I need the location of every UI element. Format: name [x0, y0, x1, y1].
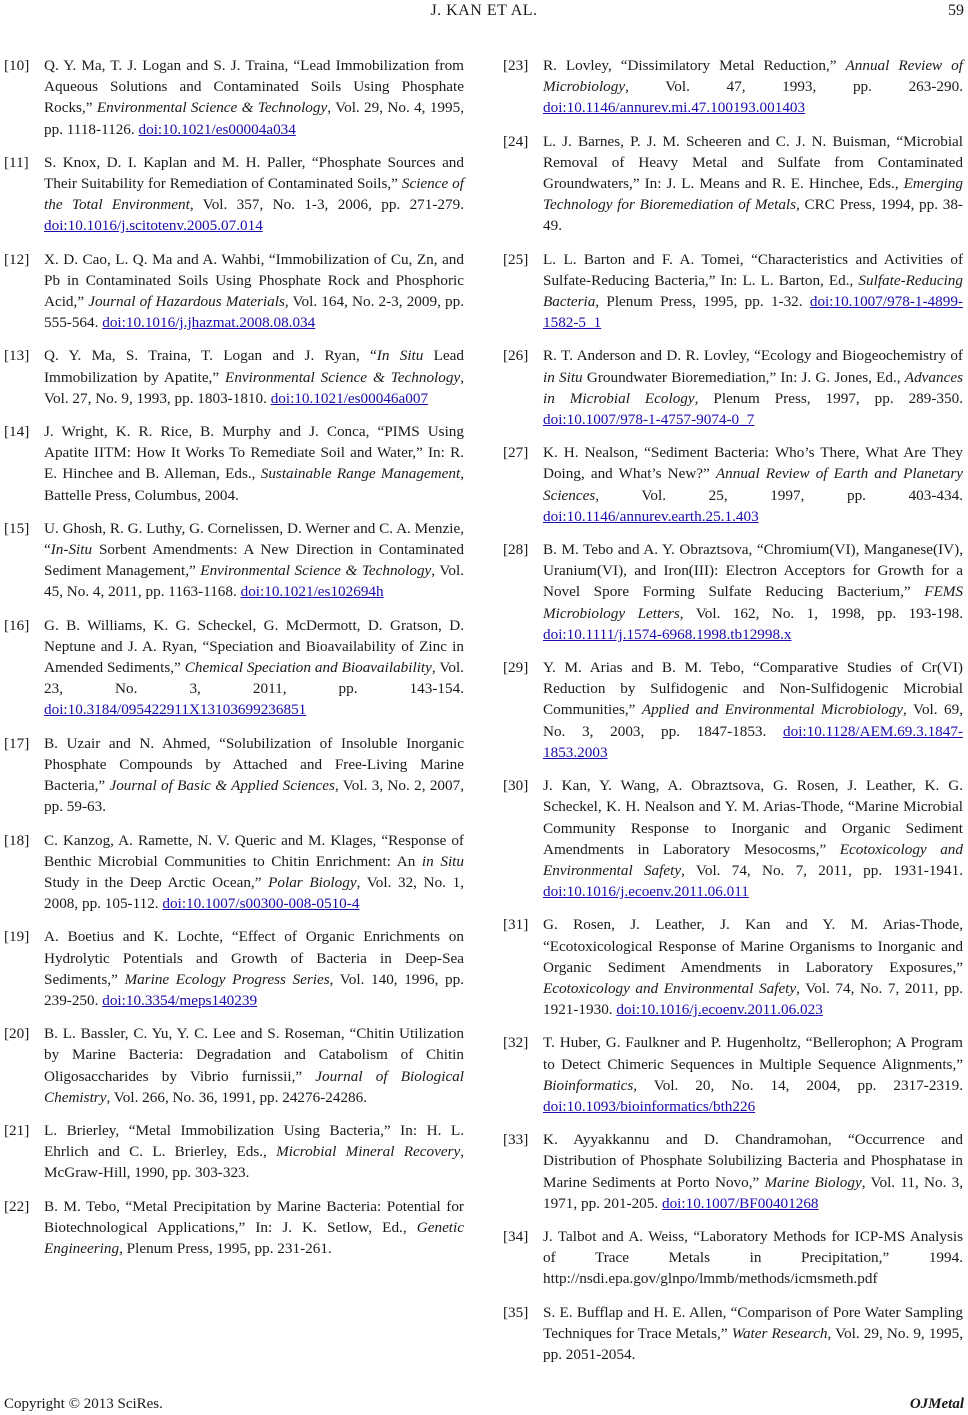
- reference-text: [543, 55, 963, 119]
- reference-text-segment: S. Knox, D. I. Kaplan and M. H. Paller, “Phosphate Sources and Their Suitability for Remediation of Contaminated Soils,”: [44, 153, 464, 193]
- reference-text-segment: , Battelle Press, Columbus, 2004.: [44, 465, 464, 504]
- reference-number: [30]: [503, 777, 529, 795]
- copyright-notice: Copyright © 2013 SciRes.: [4, 1396, 163, 1412]
- reference-source-title: Marine Biology: [764, 1173, 862, 1191]
- reference-number: [33]: [503, 1131, 529, 1149]
- reference-text-segment: B. M. Tebo and A. Y. Obraztsova, “Chromium(VI), Manganese(IV), Uranium(VI), and Iron(III): Electron Acceptors for Growth for a Novel Spore Forming Sulfate Reducing Bacterium,”: [543, 541, 963, 601]
- reference-source-title: Emerging Technology for Bioremediation of Metals: [543, 175, 963, 214]
- reference-text-segment: B. Uzair and N. Ahmed, “Solubilization of Insoluble Inorganic Phosphate Compounds by Attached and Free-Living Marine Bacteria,”: [44, 734, 464, 795]
- reference-source-title: Journal of Basic & Applied Sciences: [109, 777, 335, 795]
- reference-text-segment: , Vol. 140, 1996, pp. 239-250.: [44, 970, 464, 1009]
- reference-source-title: FEMS Microbiology Letters: [543, 583, 963, 622]
- reference-source-title: Bioinformatics: [543, 1076, 634, 1094]
- reference-text-segment: Sorbent Amendments: A New Direction in Contaminated Sediment Management,”: [44, 541, 464, 580]
- reference-text: [44, 421, 464, 506]
- reference-source-title: Science of the Total Environment: [44, 175, 464, 214]
- reference-text-segment: L. L. Barton and F. A. Tomei, “Characteristics and Activities of Sulfate-Reducing Bacteria,” In: L. L. Barton, Ed.,: [543, 250, 963, 289]
- reference-text-segment: C. Kanzog, A. Ramette, N. V. Queric and M. Klages, “Response of Benthic Microbial Communities to Chitin Enrichment: An: [44, 831, 464, 870]
- reference-text-segment: R. T. Anderson and D. R. Lovley, “Ecology and Biogeochemistry of: [543, 347, 963, 365]
- reference-entry: [503, 775, 963, 902]
- reference-source-title: Environmental Science & Technology: [200, 562, 432, 580]
- reference-text: [543, 914, 963, 1020]
- reference-text-segment: , Vol. 357, No. 1-3, 2006, pp. 271-279.: [189, 196, 464, 214]
- reference-text-segment: J. Talbot and A. Weiss, “Laboratory Methods for ICP-MS Analysis of Trace Metals in Precipitation,” 1994.: [543, 1227, 963, 1267]
- reference-number: [21]: [4, 1121, 30, 1139]
- reference-source-title: Genetic Engineering: [44, 1218, 464, 1257]
- doi-link[interactable]: doi:10.1021/es00004a034: [138, 120, 296, 138]
- reference-text-segment: , Vol. 3, No. 2, 2007, pp. 59-63.: [44, 777, 465, 816]
- reference-entry: [503, 914, 963, 1020]
- reference-text-segment: , Vol. 11, No. 3, 1971, pp. 201-205.: [543, 1173, 964, 1212]
- reference-text-segment: , Vol. 29, No. 4, 1995, pp. 1118-1126.: [44, 99, 464, 138]
- reference-text-segment: , Vol. 47, 1993, pp. 263-290.: [625, 78, 963, 96]
- reference-text: [44, 518, 464, 603]
- reference-number: [18]: [4, 831, 30, 849]
- reference-entry: [4, 55, 464, 140]
- reference-number: [11]: [4, 153, 29, 171]
- reference-text: [543, 1302, 963, 1366]
- reference-text-segment: Q. Y. Ma, S. Traina, T. Logan and J. Ryan, “: [44, 347, 377, 365]
- reference-number: [20]: [4, 1025, 30, 1043]
- reference-entry: [4, 926, 464, 1011]
- reference-text-segment: , Vol. 23, No. 3, 2011, pp. 143-154.: [44, 659, 464, 698]
- reference-number: [22]: [4, 1197, 30, 1215]
- reference-number: [17]: [4, 734, 30, 752]
- reference-number: [16]: [4, 616, 30, 634]
- reference-text: [44, 1196, 464, 1260]
- reference-text: [44, 152, 464, 237]
- reference-text: [543, 1226, 963, 1290]
- reference-entry: [503, 345, 963, 430]
- reference-source-title: Water Research: [731, 1324, 828, 1342]
- reference-entry: [503, 249, 963, 334]
- reference-text: [543, 131, 963, 237]
- reference-number: [26]: [503, 347, 529, 365]
- reference-text-segment: Y. M. Arias and B. M. Tebo, “Comparative Studies of Cr(VI) Reduction by Sulfidogenic and Non-Sulfidogenic Microbial Communities,”: [543, 659, 963, 719]
- reference-entry: [503, 55, 963, 119]
- reference-text-segment: , Vol. 45, No. 4, 2011, pp. 1163-1168.: [44, 562, 464, 601]
- reference-source-title: In Situ: [376, 347, 424, 365]
- reference-source-title: Journal of Biological Chemistry: [44, 1067, 464, 1106]
- reference-text: [543, 539, 963, 645]
- reference-text-segment: S. E. Bufflap and H. E. Allen, “Comparison of Pore Water Sampling Techniques for Trace Metals,”: [543, 1303, 963, 1342]
- doi-link[interactable]: doi:10.3354/meps140239: [102, 991, 258, 1009]
- reference-text: [44, 55, 464, 140]
- page-header: [0, 2, 968, 24]
- reference-text: [44, 1120, 464, 1184]
- reference-entry: [4, 733, 464, 818]
- reference-text-segment: J. Kan, Y. Wang, A. Obraztsova, G. Rosen, J. Leather, K. G. Scheckel, K. H. Nealson and Y. M. Arias-Thode, “Marine Microbial Community Response to Inorganic and Organic Sediment Amendments in Laboratory Mesocosms,”: [543, 777, 963, 858]
- doi-link[interactable]: doi:10.3184/095422911X13103699236851: [44, 701, 307, 719]
- reference-entry: [4, 615, 464, 721]
- doi-link[interactable]: doi:10.1146/annurev.earth.25.1.403: [543, 507, 759, 525]
- reference-text: [543, 442, 963, 527]
- doi-link[interactable]: doi:10.1016/j.ecoenv.2011.06.011: [543, 883, 749, 901]
- references-left-column: [4, 55, 464, 1271]
- reference-entry: [4, 830, 464, 915]
- reference-text-segment: G. B. Williams, K. G. Scheckel, G. McDermott, D. Gratson, D. Neptune and J. A. Ryan, “Speciation and Bioavailability of Zinc in Amended Sediments,”: [44, 616, 464, 677]
- reference-source-title: Journal of Hazardous Materials: [88, 293, 285, 311]
- reference-entry: [503, 539, 963, 645]
- reference-source-title: Environmental Science & Technology: [225, 368, 461, 386]
- reference-text-segment: R. Lovley, “Dissimilatory Metal Reduction,”: [543, 57, 846, 74]
- reference-entry: [4, 518, 464, 603]
- reference-text: [44, 830, 464, 915]
- reference-number: [15]: [4, 519, 30, 537]
- reference-entry: [503, 1302, 963, 1366]
- reference-entry: [503, 1129, 963, 1214]
- reference-text-segment: A. Boetius and K. Lochte, “Effect of Organic Enrichments on Hydrolytic Potentials and Growth of Bacteria in Deep-Sea Sediments,”: [44, 928, 464, 988]
- reference-number: [19]: [4, 928, 30, 946]
- reference-number: [10]: [4, 57, 30, 74]
- reference-source-title: Annual Review of Microbiology: [543, 57, 963, 96]
- reference-number: [13]: [4, 347, 30, 365]
- reference-text-segment: , Vol. 69, No. 3, 2003, pp. 1847-1853.: [543, 701, 963, 740]
- reference-text-segment: G. Rosen, J. Leather, J. Kan and Y. M. Arias-Thode, “Ecotoxicological Response of Marine Organisms to Inorganic and Organic Sediment Amendments in Laboratory Exposures,”: [543, 916, 963, 976]
- reference-entry: [4, 1120, 464, 1184]
- reference-text-segment: Study in the Deep Arctic Ocean,”: [44, 873, 269, 891]
- reference-text-segment: Q. Y. Ma, T. J. Logan and S. J. Traina, “Lead Immobilization from Aqueous Solutions and Contaminated Soils Using Phosphate Rocks,”: [44, 57, 464, 117]
- reference-text-segment: B. M. Tebo, “Metal Precipitation by Marine Bacteria: Potential for Biotechnological Applications,” In: J. K. Setlow, Ed.,: [44, 1197, 464, 1236]
- reference-text-segment: , Vol. 164, No. 2-3, 2009, pp. 555-564.: [44, 293, 464, 332]
- reference-url: http://nsdi.epa.gov/glnpo/lmmb/methods/icmsmeth.pdf: [543, 1270, 878, 1288]
- reference-text-segment: , Vol. 266, No. 36, 1991, pp. 24276-24286.: [106, 1088, 368, 1106]
- reference-text: [543, 1129, 963, 1214]
- reference-text-segment: , Vol. 29, No. 9, 1995, pp. 2051-2054.: [543, 1324, 963, 1363]
- reference-text: [543, 345, 963, 430]
- reference-text-segment: , Vol. 162, No. 1, 1998, pp. 193-198.: [679, 604, 964, 622]
- reference-text: [44, 615, 464, 721]
- doi-link[interactable]: doi:10.1128/AEM.69.3.1847-1853.2003: [543, 722, 963, 761]
- reference-text-segment: L. Brierley, “Metal Immobilization Using Bacteria,” In: H. L. Ehrlich and C. L. Brierley, Eds.,: [44, 1121, 464, 1161]
- reference-text-segment: L. J. Barnes, P. J. M. Scheeren and C. J. N. Buisman, “Microbial Removal of Heavy Metal and Sulfate from Contaminated Groundwaters,” In: J. L. Means and R. E. Hinchee, Eds.,: [543, 132, 963, 193]
- reference-text-segment: , Plenum Press, 1997, pp. 289-350.: [694, 389, 963, 407]
- reference-number: [12]: [4, 250, 30, 268]
- reference-text-segment: , McGraw-Hill, 1990, pp. 303-323.: [44, 1143, 465, 1182]
- reference-text-segment: , Vol. 32, No. 1, 2008, pp. 105-112.: [44, 873, 464, 913]
- reference-text-segment: , Plenum Press, 1995, pp. 1-32.: [595, 293, 810, 311]
- page-number: 59: [948, 2, 964, 19]
- reference-entry: [4, 1023, 464, 1108]
- journal-name: OJMetal: [909, 1396, 964, 1412]
- reference-entry: [503, 657, 963, 763]
- reference-number: [14]: [4, 423, 30, 441]
- doi-link[interactable]: doi:10.1021/es00046a007: [270, 389, 429, 407]
- reference-text: [543, 775, 963, 902]
- reference-text-segment: , Vol. 27, No. 9, 1993, pp. 1803-1810.: [44, 368, 464, 407]
- doi-link[interactable]: doi:10.1111/j.1574-6968.1998.tb12998.x: [543, 625, 792, 643]
- doi-link[interactable]: doi:10.1016/j.ecoenv.2011.06.023: [616, 1001, 823, 1019]
- reference-number: [28]: [503, 541, 529, 559]
- reference-entry: [4, 1196, 464, 1260]
- running-head-author: J. KAN ET AL.: [430, 2, 538, 19]
- reference-source-title: Annual Review of Earth and Planetary Sciences: [543, 465, 963, 504]
- reference-source-title: in Situ: [421, 852, 464, 870]
- reference-text-segment: Lead Immobilization by Apatite,”: [44, 347, 464, 386]
- reference-number: [29]: [503, 659, 529, 677]
- reference-text-segment: B. L. Bassler, C. Yu, Y. C. Lee and S. Roseman, “Chitin Utilization by Marine Bacteria: Degradation and Catabolism of Chitin Oligosaccharides by Vibrio furnissii,”: [44, 1025, 464, 1085]
- doi-link[interactable]: doi:10.1007/978-1-4899-1582-5_1: [543, 293, 963, 332]
- reference-text-segment: J. Wright, K. R. Rice, B. Murphy and J. Conca, “PIMS Using Apatite IITM: How It Works To Remediate Soil and Water,” In: R. E. Hinchee and B. Alleman, Eds.,: [44, 423, 464, 483]
- reference-number: [34]: [503, 1227, 529, 1245]
- reference-source-title: Ecotoxicology and Environmental Safety: [543, 840, 963, 879]
- reference-text-segment: T. Huber, G. Faulkner and P. Hugenholtz, “Bellerophon; A Program to Detect Chimeric Sequences in Multiple Sequence Alignments,”: [543, 1034, 963, 1073]
- reference-source-title: Marine Ecology Progress Series: [124, 970, 330, 988]
- reference-source-title: Environmental Science & Technology: [96, 99, 328, 117]
- reference-entry: [4, 152, 464, 237]
- reference-text-segment: Groundwater Bioremediation,” In: J. G. Jones, Ed.,: [582, 368, 905, 386]
- reference-text-segment: , Vol. 20, No. 14, 2004, pp. 2317-2319.: [633, 1076, 963, 1094]
- doi-link[interactable]: doi:10.1007/BF00401268: [661, 1194, 819, 1212]
- reference-text-segment: , Vol. 74, No. 7, 2011, pp. 1921-1930.: [543, 979, 963, 1019]
- reference-source-title: Advances in Microbial Ecology: [543, 368, 963, 407]
- reference-number: [23]: [503, 57, 529, 74]
- reference-entry: [503, 442, 963, 527]
- reference-text-segment: K. H. Nealson, “Sediment Bacteria: Who’s There, What Are They Doing, and What’s New?”: [543, 444, 963, 483]
- reference-text: [543, 1032, 963, 1117]
- reference-source-title: Polar Biology: [268, 873, 357, 891]
- reference-text-segment: , CRC Press, 1994, pp. 38-49.: [543, 196, 963, 235]
- reference-text-segment: U. Ghosh, R. G. Luthy, G. Cornelissen, D. Werner and C. A. Menzie, “: [44, 519, 464, 559]
- doi-link[interactable]: doi:10.1007/s00300-008-0510-4: [162, 895, 360, 913]
- doi-link[interactable]: doi:10.1021/es102694h: [240, 583, 384, 601]
- reference-text: [44, 926, 464, 1011]
- doi-link[interactable]: doi:10.1016/j.jhazmat.2008.08.034: [102, 314, 316, 332]
- reference-entry: [4, 249, 464, 334]
- reference-text-segment: X. D. Cao, L. Q. Ma and A. Wahbi, “Immobilization of Cu, Zn, and Pb in Contaminated Soils Using Phosphate Rock and Phosphoric Acid,”: [44, 250, 464, 311]
- reference-source-title: in Situ: [543, 368, 583, 386]
- doi-link[interactable]: doi:10.1146/annurev.mi.47.100193.001403: [543, 99, 806, 117]
- reference-text: [44, 345, 464, 409]
- reference-text-segment: , Plenum Press, 1995, pp. 231-261.: [119, 1239, 332, 1257]
- doi-link[interactable]: doi:10.1016/j.scitotenv.2005.07.014: [44, 217, 263, 235]
- reference-text: [543, 657, 963, 763]
- reference-entry: [503, 131, 963, 237]
- reference-entry: [503, 1032, 963, 1117]
- reference-source-title: Ecotoxicology and Environmental Safety: [543, 979, 797, 997]
- reference-entry: [4, 345, 464, 409]
- doi-link[interactable]: doi:10.1007/978-1-4757-9074-0_7: [543, 411, 755, 429]
- reference-source-title: Sulfate-Reducing Bacteria: [543, 271, 963, 311]
- reference-number: [32]: [503, 1034, 529, 1052]
- reference-number: [25]: [503, 250, 529, 268]
- reference-entry: [4, 421, 464, 506]
- references-right-column: [503, 55, 963, 1377]
- doi-link[interactable]: doi:10.1093/bioinformatics/bth226: [543, 1097, 756, 1115]
- reference-text: [44, 733, 464, 818]
- reference-text-segment: K. Ayyakkannu and D. Chandramohan, “Occurrence and Distribution of Phosphate Solubilizing Bacteria and Phosphatase in Marine Sediments at Porto Novo,”: [543, 1131, 963, 1191]
- reference-entry: [503, 1226, 963, 1290]
- reference-source-title: Sustainable Range Management: [260, 465, 461, 483]
- reference-number: [24]: [503, 132, 529, 150]
- reference-number: [31]: [503, 916, 529, 934]
- reference-number: [27]: [503, 444, 529, 462]
- reference-text: [543, 249, 963, 334]
- reference-text: [44, 1023, 464, 1108]
- reference-number: [35]: [503, 1303, 529, 1321]
- reference-source-title: Microbial Mineral Recovery: [276, 1143, 461, 1161]
- reference-text: [44, 249, 464, 334]
- reference-text-segment: , Vol. 74, No. 7, 2011, pp. 1931-1941.: [681, 861, 963, 879]
- reference-source-title: Applied and Environmental Microbiology: [641, 701, 903, 719]
- reference-source-title: In-Situ: [50, 541, 93, 559]
- reference-text-segment: , Vol. 25, 1997, pp. 403-434.: [595, 486, 963, 504]
- reference-source-title: Chemical Speciation and Bioavailability: [184, 659, 432, 677]
